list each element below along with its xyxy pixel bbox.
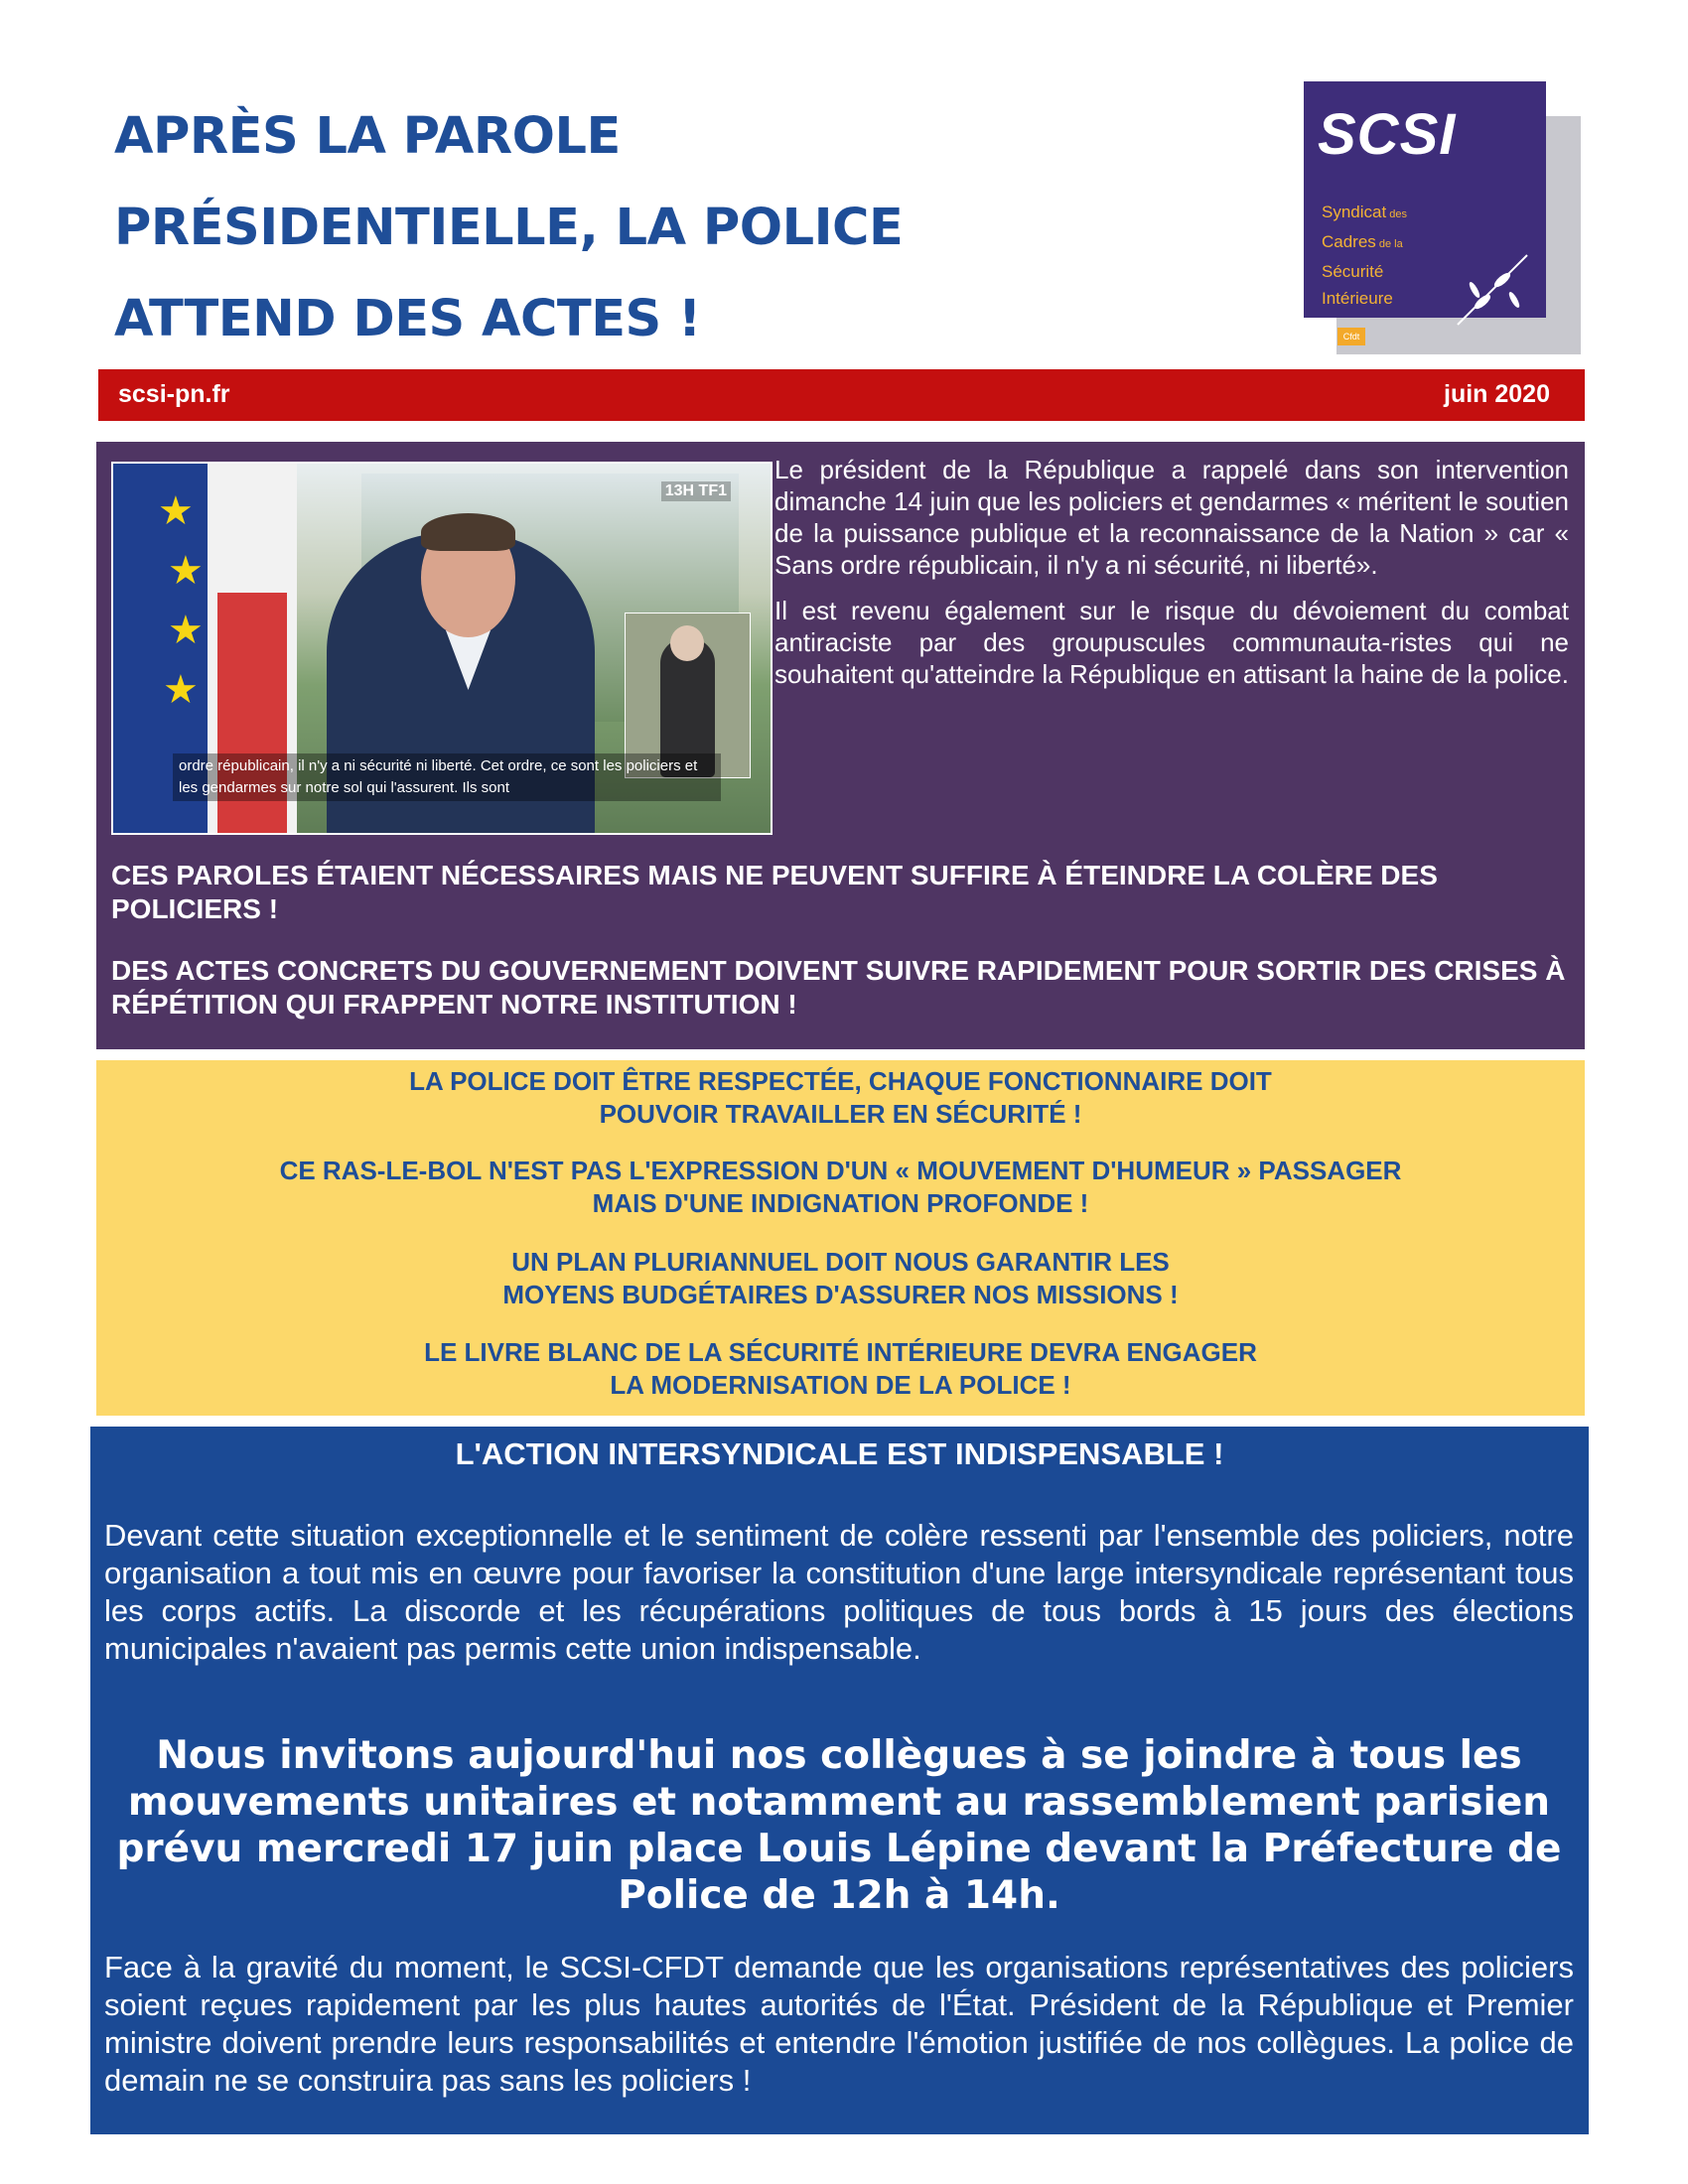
action-section xyxy=(90,1427,1589,2134)
intro-paragraph: Il est revenu également sur le risque du dévoiement du combat antiraciste par des groupuscules communauta-ristes qui ne souhaitent qu'atteindre la République en attisant la haine de la police. xyxy=(774,596,1569,689)
intro-paragraph: Le président de la République a rappelé dans son intervention dimanche 14 juin que les policiers et gendarmes « méritent le soutien de la puissance publique et la reconnaissance de la Nation » car « Sans ordre républicain, il n'y a ni sécurité, ni liberté». xyxy=(774,455,1569,580)
title-line: APRÈS LA PAROLE xyxy=(114,107,621,166)
tv-subtitle: ordre républicain, il n'y a ni sécurité ni liberté. Cet ordre, ce sont les policiers et les gendarmes sur notre sol qui l'assurent. Ils sont xyxy=(173,753,721,801)
tv-channel-logo: 13H TF1 xyxy=(661,481,731,501)
logo-subtitle: Syndicat des Cadres de la Sécurité Intérieure xyxy=(1322,203,1407,308)
eu-flag: ★ ★ ★ ★ xyxy=(113,464,208,833)
intro-emphasis xyxy=(111,859,1569,1049)
website-link[interactable]: scsi-pn.fr xyxy=(118,380,230,408)
tv-screenshot xyxy=(111,462,773,835)
olive-branch-icon xyxy=(1453,250,1532,330)
demand-item: LE LIVRE BLANC DE LA SÉCURITÉ INTÉRIEURE DEVRA ENGAGER LA MODERNISATION DE LA POLICE ! xyxy=(424,1337,1257,1400)
action-paragraph: Face à la gravité du moment, le SCSI-CFDT demande que les organisations représentatives des policiers soient reçues rapidement par les plus hautes autorités de l'État. Président de la République et Premier ministre doivent prendre leurs responsabilités et entendre l'émotion justifiée de nos collègues. La police de demain ne se construira pas sans les policiers ! xyxy=(104,1950,1574,2098)
action-paragraph: Devant cette situation exceptionnelle et le sentiment de colère ressenti par l'ensemble des policiers, notre organisation a tout mis en œuvre pour favoriser la constitution d'une large intersyndicale représentant tous les corps actifs. La discorde et les récupérations politiques de tous bords à 15 jours des élections municipales n'avaient pas permis cette union indispensable. xyxy=(104,1518,1574,1666)
header-band xyxy=(98,369,1585,421)
intro-section xyxy=(96,442,1585,1049)
title-line: ATTEND DES ACTES ! xyxy=(114,290,701,348)
cfdt-badge: Cfdt xyxy=(1337,328,1365,345)
demand-item: LA POLICE DOIT ÊTRE RESPECTÉE, CHAQUE FONCTIONNAIRE DOIT POUVOIR TRAVAILLER EN SÉCURITÉ ! xyxy=(409,1066,1272,1129)
issue-date: juin 2020 xyxy=(1444,380,1550,408)
action-title: L'ACTION INTERSYNDICALE EST INDISPENSABLE ! xyxy=(455,1436,1224,1471)
logo-name: SCSI xyxy=(1318,102,1457,167)
demand-item: CE RAS-LE-BOL N'EST PAS L'EXPRESSION D'UN « MOUVEMENT D'HUMEUR » PASSAGER MAIS D'UNE INDIGNATION PROFONDE ! xyxy=(279,1156,1402,1218)
demands-section xyxy=(96,1060,1585,1416)
intro-text xyxy=(774,454,1569,704)
demand-item: UN PLAN PLURIANNUEL DOIT NOUS GARANTIR LES MOYENS BUDGÉTAIRES D'ASSURER NOS MISSIONS ! xyxy=(502,1247,1179,1309)
emphasis-paragraph: DES ACTES CONCRETS DU GOUVERNEMENT DOIVENT SUIVRE RAPIDEMENT POUR SORTIR DES CRISES À RÉPÉTITION QUI FRAPPENT NOTRE INSTITUTION ! xyxy=(111,955,1566,1020)
scsi-logo xyxy=(1304,81,1546,318)
rally-call: Nous invitons aujourd'hui nos collègues à se joindre à tous les mouvements unitaires et notamment au rassemblement parisien prévu mercredi 17 juin place Louis Lépine devant la Préfecture de Police de 12h à 14h. xyxy=(116,1733,1562,1918)
title-line: PRÉSIDENTIELLE, LA POLICE xyxy=(114,199,904,257)
emphasis-paragraph: CES PAROLES ÉTAIENT NÉCESSAIRES MAIS NE PEUVENT SUFFIRE À ÉTEINDRE LA COLÈRE DES POLICIERS ! xyxy=(111,860,1438,924)
page-title xyxy=(114,91,1157,365)
